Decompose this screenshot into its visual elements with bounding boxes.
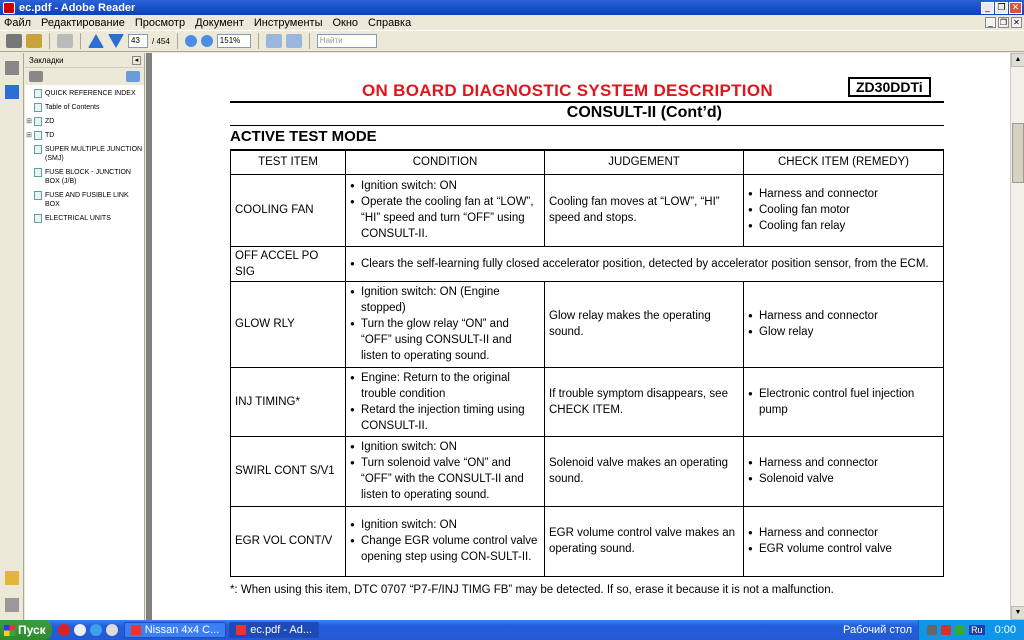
check-item-cell: [744, 174, 944, 246]
vertical-scrollbar[interactable]: [1010, 53, 1024, 620]
judgement-cell: Solenoid valve makes an operating sound.: [545, 436, 744, 506]
find-input[interactable]: Найти: [317, 34, 377, 48]
condition-bullet: ● Ignition switch: ON: [350, 517, 540, 533]
bookmark-label: TD: [45, 132, 55, 139]
hand-tool-icon[interactable]: [57, 34, 73, 48]
doc-restore-button[interactable]: ❐: [999, 18, 1008, 27]
expand-icon[interactable]: ⊞: [26, 118, 32, 125]
check-item-cell: [744, 367, 944, 436]
fit-page-icon[interactable]: [266, 34, 282, 48]
maximize-button[interactable]: ❐: [995, 2, 1008, 14]
windows-flag-icon: [4, 625, 15, 636]
test-item-cell: COOLING FAN: [231, 174, 346, 246]
check-bullet: ● Cooling fan relay: [748, 218, 939, 234]
condition-bullet: ● Ignition switch: ON (Engine stopped): [350, 284, 540, 316]
model-code: ZD30DDTi: [848, 77, 931, 97]
bookmark-icon: [34, 214, 42, 223]
test-item-cell: OFF ACCEL PO SIG: [231, 246, 346, 281]
bookmark-icon: [34, 89, 42, 98]
menu-bar: [0, 15, 1024, 30]
bookmark-label: SUPER MULTIPLE JUNCTION (SMJ): [45, 146, 143, 162]
check-bullet: ● Harness and connector: [748, 308, 939, 324]
check-bullet: ● Harness and connector: [748, 186, 939, 202]
check-item-cell: [744, 281, 944, 367]
bookmark-item[interactable]: [25, 131, 144, 140]
bookmark-item[interactable]: [25, 89, 144, 98]
page-title: ON BOARD DIAGNOSTIC SYSTEM DESCRIPTION: [362, 81, 773, 100]
next-page-icon[interactable]: [108, 34, 124, 48]
title-bar: [0, 0, 1024, 15]
new-bookmark-icon[interactable]: [126, 71, 140, 82]
opera-icon[interactable]: [58, 624, 70, 636]
bookmark-label: QUICK REFERENCE INDEX: [45, 90, 136, 97]
attachments-icon[interactable]: [5, 598, 19, 612]
navigation-rail: [0, 53, 24, 620]
active-test-table: [230, 149, 944, 577]
table-row: [231, 367, 944, 436]
clock: 0:00: [994, 624, 1016, 636]
menu-document[interactable]: Документ: [195, 16, 244, 29]
menu-file[interactable]: Файл: [4, 16, 32, 29]
condition-cell: [346, 506, 545, 576]
options-icon[interactable]: [29, 71, 43, 82]
bookmark-label: ELECTRICAL UNITS: [45, 215, 111, 222]
language-indicator[interactable]: Ru: [971, 625, 983, 635]
bookmarks-header: Закладки: [29, 55, 64, 65]
desktop-toolbar-label[interactable]: Рабочий стол: [843, 624, 913, 636]
menu-view[interactable]: Просмотр: [134, 16, 186, 29]
bookmark-icon: [34, 103, 42, 112]
close-button[interactable]: ✕: [1009, 2, 1022, 14]
pages-panel-icon[interactable]: [5, 61, 19, 75]
pdf-page: [152, 53, 1010, 620]
table-row: [231, 506, 944, 576]
bookmark-icon: [34, 191, 42, 200]
zoom-select[interactable]: 151%: [217, 34, 251, 48]
table-row: [231, 281, 944, 367]
judgement-cell: Cooling fan moves at “LOW”, “HI” speed and stops.: [545, 174, 744, 246]
zoom-in-icon[interactable]: [201, 35, 213, 47]
test-item-cell: SWIRL CONT S/V1: [231, 436, 346, 506]
condition-cell: [346, 436, 545, 506]
close-panel-icon[interactable]: ◂: [132, 56, 141, 65]
check-bullet: ● Glow relay: [748, 324, 939, 340]
document-view[interactable]: [146, 53, 1010, 620]
table-row: [231, 246, 944, 281]
check-item-cell: [744, 436, 944, 506]
taskbar: [0, 620, 1024, 640]
condition-bullet: ● Retard the injection timing using CONSULT-II.: [350, 402, 540, 434]
judgement-cell: EGR volume control valve makes an operating sound.: [545, 506, 744, 576]
menu-window[interactable]: Окно: [332, 16, 359, 29]
judgement-cell: Glow relay makes the operating sound.: [545, 281, 744, 367]
condition-bullet: ● Operate the cooling fan at “LOW”, “HI” speed and turn “OFF” using CONSULT-II.: [350, 194, 540, 242]
check-item-cell: [744, 506, 944, 576]
check-bullet: ● Electronic control fuel injection pump: [748, 386, 939, 418]
condition-cell: [346, 281, 545, 367]
bookmark-label: ZD: [45, 118, 55, 125]
col-test-item: TEST ITEM: [231, 150, 346, 174]
comments-icon[interactable]: [5, 571, 19, 585]
footnote: *: When using this item, DTC 0707 “P7-F/INJ TIMG FB” may be detected. If so, erase it because it is not a malfunction.: [230, 584, 834, 596]
fit-width-icon[interactable]: [286, 34, 302, 48]
tray-icon-2[interactable]: [941, 625, 951, 635]
check-bullet: ● Cooling fan motor: [748, 202, 939, 218]
task-label: Nissan 4x4 C...: [144, 624, 220, 636]
start-button[interactable]: [0, 620, 52, 640]
section-heading: ACTIVE TEST MODE: [230, 128, 377, 145]
opera-task-icon: [131, 625, 141, 635]
bookmark-item[interactable]: [25, 145, 144, 163]
media-icon[interactable]: [74, 624, 86, 636]
doc-close-button[interactable]: ✕: [1011, 17, 1022, 28]
start-label: Пуск: [18, 623, 46, 637]
zoom-out-icon[interactable]: [185, 35, 197, 47]
condition-cell: [346, 367, 545, 436]
tray-icon-1[interactable]: [927, 625, 937, 635]
bookmarks-panel-icon[interactable]: [5, 85, 19, 99]
col-check-item: CHECK ITEM (REMEDY): [744, 150, 944, 174]
menu-edit[interactable]: Редактирование: [41, 16, 125, 29]
bookmarks-panel: [25, 53, 145, 620]
scroll-thumb[interactable]: [1012, 123, 1024, 183]
bookmark-item[interactable]: [25, 103, 144, 112]
window-title: ec.pdf - Adobe Reader: [19, 1, 136, 14]
condition-bullet: ● Turn solenoid valve “ON” and “OFF” with the CONSULT-II and listen to operating sound.: [350, 455, 540, 503]
quicklaunch-icon[interactable]: [106, 624, 118, 636]
pdf-task-icon: [236, 625, 246, 635]
expand-icon[interactable]: ⊞: [26, 132, 32, 139]
bookmark-item[interactable]: [25, 191, 144, 209]
condition-bullet: ● Engine: Return to the original trouble condition: [350, 370, 540, 402]
scroll-down-icon[interactable]: ▼: [1011, 606, 1024, 620]
menu-tools[interactable]: Инструменты: [253, 16, 323, 29]
menu-help[interactable]: Справка: [368, 16, 412, 29]
bookmark-item[interactable]: [25, 214, 144, 223]
bookmark-icon: [34, 131, 42, 140]
minimize-button[interactable]: _: [981, 2, 994, 14]
table-row: [231, 436, 944, 506]
page-subtitle: CONSULT-II (Cont’d): [566, 104, 722, 121]
previous-page-icon[interactable]: [88, 34, 104, 48]
tray-icon-3[interactable]: [955, 625, 965, 635]
doc-minimize-button[interactable]: _: [985, 17, 996, 28]
condition-bullet: ● Turn the glow relay “ON” and “OFF” using CONSULT-II and listen to operating sound.: [350, 316, 540, 364]
toolbar: [0, 30, 1024, 52]
test-item-cell: INJ TIMING*: [231, 367, 346, 436]
system-tray: [918, 620, 1024, 640]
bookmark-item[interactable]: [25, 117, 144, 126]
bookmark-label: Table of Contents: [45, 104, 100, 111]
check-bullet: ● Harness and connector: [748, 455, 939, 471]
condition-bullet: ● Change EGR volume control valve opening step using CON-SULT-II.: [350, 533, 540, 565]
page-total: / 454: [152, 36, 170, 46]
adobe-reader-icon: [3, 2, 15, 14]
check-bullet: ● EGR volume control valve: [748, 541, 939, 557]
bookmark-icon: [34, 168, 42, 177]
bookmark-label: FUSE BLOCK - JUNCTION BOX (J/B): [45, 169, 131, 185]
merged-description-cell: [346, 246, 944, 281]
task-label: ec.pdf - Ad...: [250, 624, 313, 636]
col-condition: CONDITION: [346, 150, 545, 174]
description-bullet: ● Clears the self-learning fully closed accelerator position, detected by accelerator position sensor, from the ECM.: [350, 256, 939, 272]
col-judgement: JUDGEMENT: [545, 150, 744, 174]
condition-cell: [346, 174, 545, 246]
bookmark-label: FUSE AND FUSIBLE LINK BOX: [45, 192, 129, 208]
check-bullet: ● Harness and connector: [748, 525, 939, 541]
condition-bullet: ● Ignition switch: ON: [350, 178, 540, 194]
task-nissan[interactable]: [124, 622, 227, 638]
test-item-cell: EGR VOL CONT/V: [231, 506, 346, 576]
scroll-up-icon[interactable]: ▲: [1011, 53, 1024, 67]
bookmark-item[interactable]: [25, 168, 144, 186]
table-row: [231, 174, 944, 246]
condition-bullet: ● Ignition switch: ON: [350, 439, 540, 455]
check-bullet: ● Solenoid valve: [748, 471, 939, 487]
bookmark-icon: [34, 145, 42, 154]
judgement-cell: If trouble symptom disappears, see CHECK ITEM.: [545, 367, 744, 436]
ie-icon[interactable]: [90, 624, 102, 636]
bookmark-icon: [34, 117, 42, 126]
task-ec-pdf[interactable]: [229, 622, 319, 638]
page-number-input[interactable]: 43: [128, 34, 148, 48]
print-icon[interactable]: [6, 34, 22, 48]
test-item-cell: GLOW RLY: [231, 281, 346, 367]
email-icon[interactable]: [26, 34, 42, 48]
